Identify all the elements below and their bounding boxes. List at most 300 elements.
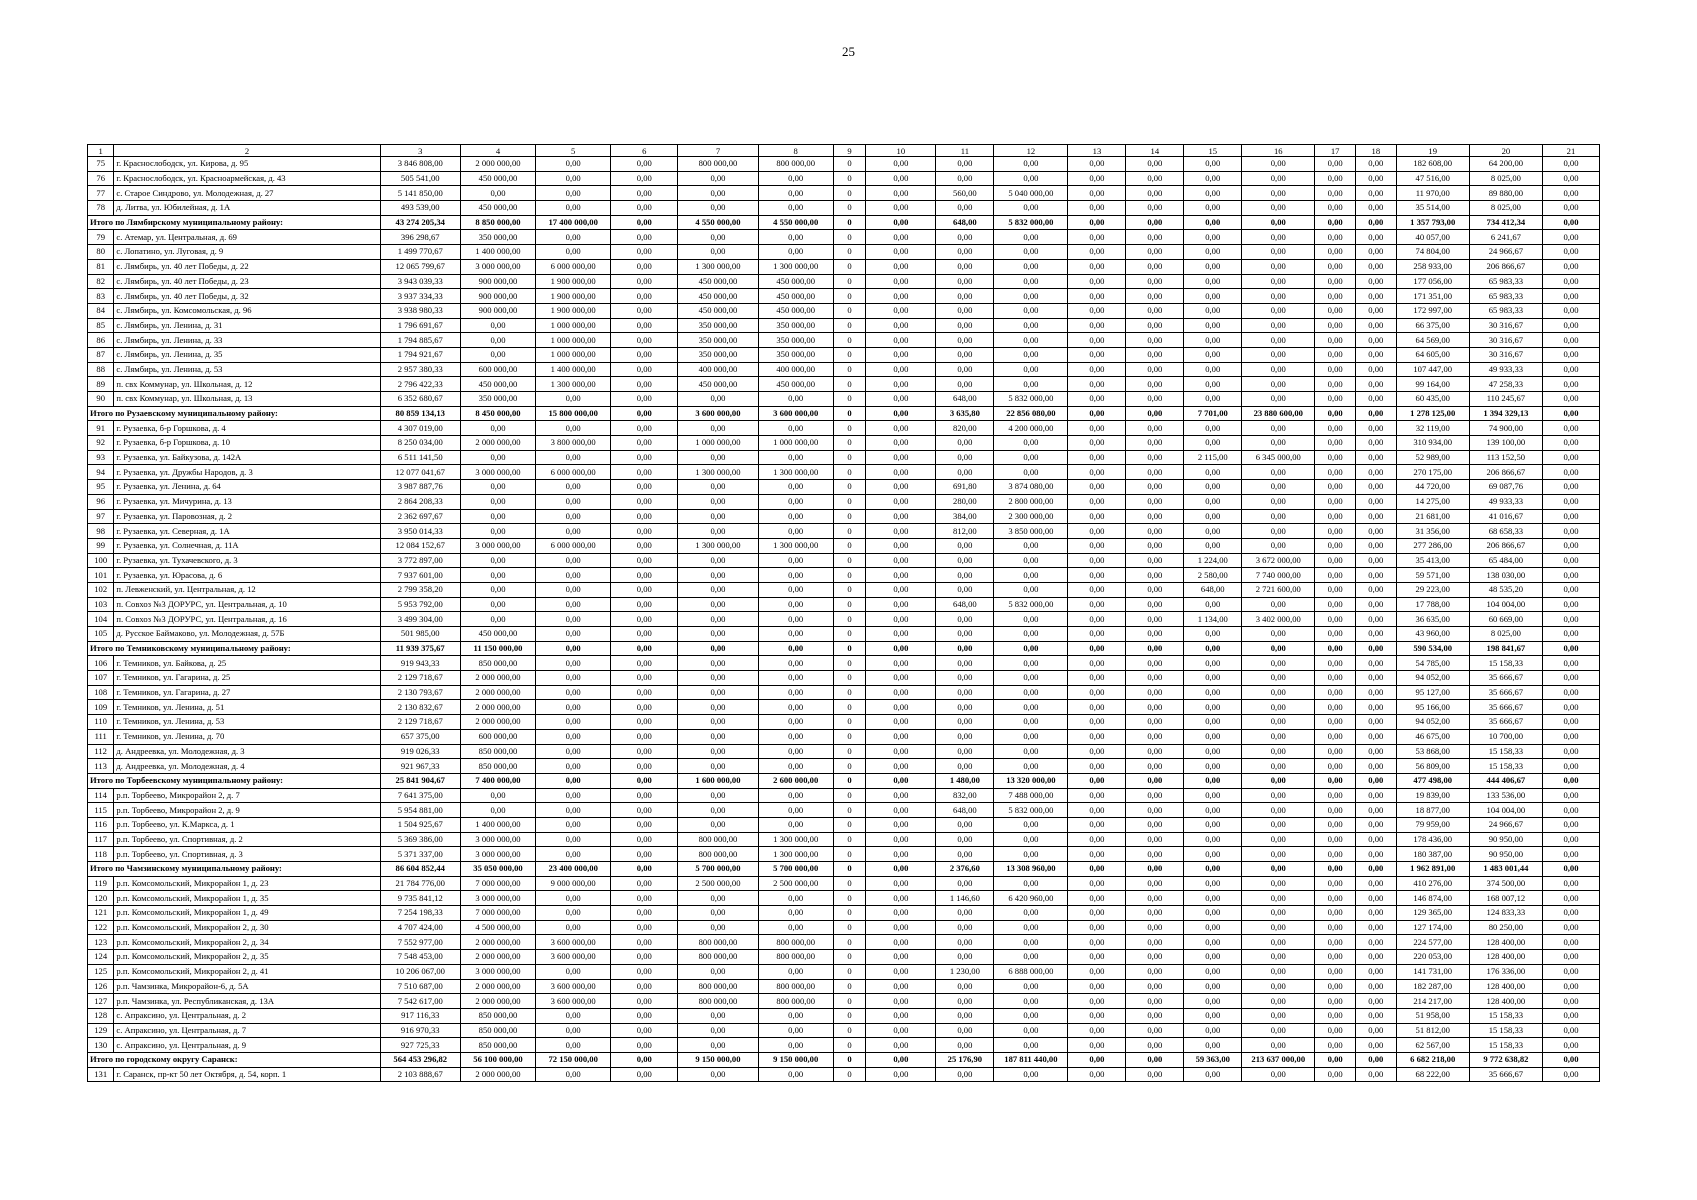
- value-cell: 0,00: [1242, 729, 1315, 744]
- value-cell: 0,00: [1126, 627, 1184, 642]
- value-cell: 450 000,00: [678, 274, 758, 289]
- value-cell: 0,00: [1542, 920, 1599, 935]
- value-cell: 0,00: [1068, 509, 1126, 524]
- value-cell: 0: [833, 906, 866, 921]
- value-cell: 0,00: [994, 245, 1068, 260]
- column-number-cell: 13: [1068, 145, 1126, 157]
- value-cell: 0,00: [1315, 979, 1356, 994]
- column-number-cell: 19: [1396, 145, 1469, 157]
- value-cell: 110 245,67: [1469, 392, 1542, 407]
- row-number: 105: [88, 627, 114, 642]
- value-cell: 35 413,00: [1396, 553, 1469, 568]
- row-number: 77: [88, 186, 114, 201]
- value-cell: 0,00: [1242, 392, 1315, 407]
- row-number: 104: [88, 612, 114, 627]
- value-cell: 0,00: [1542, 465, 1599, 480]
- subtotal-cell: 0,00: [866, 215, 936, 230]
- value-cell: 124 833,33: [1469, 906, 1542, 921]
- value-cell: 0,00: [866, 729, 936, 744]
- value-cell: 0,00: [758, 421, 833, 436]
- value-cell: 79 959,00: [1396, 817, 1469, 832]
- value-cell: 1 134,00: [1184, 612, 1242, 627]
- value-cell: 0,00: [1068, 656, 1126, 671]
- value-cell: 0: [833, 524, 866, 539]
- value-cell: 0,00: [1356, 1067, 1397, 1082]
- value-cell: 8 025,00: [1469, 201, 1542, 216]
- value-cell: 0: [833, 1038, 866, 1053]
- subtotal-cell: 6 682 218,00: [1396, 1052, 1469, 1067]
- value-cell: 0,00: [678, 1038, 758, 1053]
- value-cell: 0,00: [758, 509, 833, 524]
- subtotal-cell: 0,00: [1068, 215, 1126, 230]
- value-cell: 0,00: [936, 627, 994, 642]
- value-cell: 0,00: [1184, 480, 1242, 495]
- value-cell: 90 950,00: [1469, 847, 1542, 862]
- address-cell: г. Темников, ул. Гагарина, д. 25: [114, 671, 380, 686]
- value-cell: 0,00: [1068, 950, 1126, 965]
- value-cell: 0,00: [1356, 274, 1397, 289]
- value-cell: 0,00: [1315, 656, 1356, 671]
- value-cell: 30 316,67: [1469, 318, 1542, 333]
- value-cell: 0,00: [611, 289, 678, 304]
- value-cell: 5 832 000,00: [994, 392, 1068, 407]
- subtotal-cell: 0,00: [611, 773, 678, 788]
- value-cell: 0,00: [611, 847, 678, 862]
- value-cell: 0,00: [994, 259, 1068, 274]
- value-cell: 24 966,67: [1469, 817, 1542, 832]
- value-cell: 10 700,00: [1469, 729, 1542, 744]
- value-cell: 0,00: [678, 421, 758, 436]
- value-cell: 0,00: [1315, 480, 1356, 495]
- value-cell: 900 000,00: [460, 303, 535, 318]
- value-cell: 0,00: [1356, 480, 1397, 495]
- value-cell: 0,00: [1356, 597, 1397, 612]
- value-cell: 0,00: [1242, 950, 1315, 965]
- value-cell: 0,00: [1184, 377, 1242, 392]
- value-cell: 0,00: [1356, 920, 1397, 935]
- value-cell: 0,00: [1542, 480, 1599, 495]
- subtotal-cell: 0,00: [1126, 215, 1184, 230]
- table-row: [88, 597, 1600, 612]
- value-cell: 0,00: [611, 303, 678, 318]
- subtotal-label: Итого по Рузаевскому муниципальному району:: [88, 406, 381, 421]
- table-row: [88, 509, 1600, 524]
- value-cell: 43 960,00: [1396, 627, 1469, 642]
- value-cell: 0,00: [866, 935, 936, 950]
- table-row: [88, 612, 1600, 627]
- value-cell: 800 000,00: [678, 994, 758, 1009]
- value-cell: 0,00: [1315, 627, 1356, 642]
- value-cell: 0,00: [1356, 245, 1397, 260]
- table-row: [88, 729, 1600, 744]
- value-cell: 505 541,00: [380, 171, 460, 186]
- value-cell: 0: [833, 832, 866, 847]
- value-cell: 35 666,67: [1469, 715, 1542, 730]
- value-cell: 0,00: [1184, 832, 1242, 847]
- value-cell: 53 868,00: [1396, 744, 1469, 759]
- value-cell: 0,00: [1068, 994, 1126, 1009]
- value-cell: 0,00: [1126, 700, 1184, 715]
- address-cell: г. Темников, ул. Ленина, д. 70: [114, 729, 380, 744]
- value-cell: 0,00: [1542, 979, 1599, 994]
- value-cell: 0,00: [1184, 1008, 1242, 1023]
- value-cell: 0,00: [994, 759, 1068, 774]
- value-cell: 0,00: [866, 612, 936, 627]
- value-cell: 0,00: [1184, 1038, 1242, 1053]
- value-cell: 206 866,67: [1469, 465, 1542, 480]
- value-cell: 0,00: [994, 671, 1068, 686]
- value-cell: 0,00: [1126, 347, 1184, 362]
- value-cell: 65 983,33: [1469, 274, 1542, 289]
- row-number: 123: [88, 935, 114, 950]
- value-cell: 0,00: [1542, 289, 1599, 304]
- value-cell: 0,00: [936, 612, 994, 627]
- subtotal-cell: 0,00: [1356, 773, 1397, 788]
- value-cell: 0,00: [678, 392, 758, 407]
- value-cell: 0,00: [1184, 289, 1242, 304]
- value-cell: 0,00: [758, 524, 833, 539]
- value-cell: 1 300 000,00: [678, 465, 758, 480]
- value-cell: 1 300 000,00: [758, 538, 833, 553]
- table-row: [88, 788, 1600, 803]
- subtotal-cell: 0,00: [611, 641, 678, 656]
- subtotal-cell: 0,00: [1126, 1052, 1184, 1067]
- value-cell: 0,00: [1126, 436, 1184, 451]
- value-cell: 917 116,33: [380, 1008, 460, 1023]
- value-cell: 1 400 000,00: [460, 245, 535, 260]
- subtotal-cell: 0,00: [1184, 215, 1242, 230]
- address-cell: с. Лямбирь, ул. 40 лет Победы, д. 22: [114, 259, 380, 274]
- value-cell: 4 707 424,00: [380, 920, 460, 935]
- row-number: 102: [88, 582, 114, 597]
- address-cell: р.п. Комсомольский, Микрорайон 2, д. 34: [114, 935, 380, 950]
- value-cell: 0,00: [1542, 950, 1599, 965]
- value-cell: 0,00: [1315, 964, 1356, 979]
- subtotal-cell: 0,00: [611, 1052, 678, 1067]
- value-cell: 180 387,00: [1396, 847, 1469, 862]
- value-cell: 450 000,00: [460, 377, 535, 392]
- value-cell: 0,00: [1315, 494, 1356, 509]
- row-number: 127: [88, 994, 114, 1009]
- value-cell: 0,00: [1542, 671, 1599, 686]
- value-cell: 0,00: [1242, 157, 1315, 172]
- value-cell: 7 000 000,00: [460, 906, 535, 921]
- row-number: 106: [88, 656, 114, 671]
- address-cell: с. Лямбирь, ул. Комсомольская, д. 96: [114, 303, 380, 318]
- address-cell: г. Темников, ул. Ленина, д. 53: [114, 715, 380, 730]
- subtotal-cell: 0,00: [1184, 641, 1242, 656]
- value-cell: 8 250 034,00: [380, 436, 460, 451]
- value-cell: 310 934,00: [1396, 436, 1469, 451]
- value-cell: 0: [833, 230, 866, 245]
- table-row: [88, 876, 1600, 891]
- value-cell: 5 953 792,00: [380, 597, 460, 612]
- subtotal-cell: 590 534,00: [1396, 641, 1469, 656]
- value-cell: 0,00: [536, 421, 611, 436]
- value-cell: 51 958,00: [1396, 1008, 1469, 1023]
- value-cell: 0,00: [1356, 494, 1397, 509]
- value-cell: 0,00: [536, 906, 611, 921]
- subtotal-cell: 1 600 000,00: [678, 773, 758, 788]
- value-cell: 0,00: [536, 568, 611, 583]
- value-cell: 41 016,67: [1469, 509, 1542, 524]
- value-cell: 0,00: [936, 259, 994, 274]
- value-cell: 0,00: [1315, 582, 1356, 597]
- value-cell: 49 933,33: [1469, 362, 1542, 377]
- value-cell: 0,00: [460, 524, 535, 539]
- value-cell: 350 000,00: [758, 333, 833, 348]
- value-cell: 0,00: [994, 289, 1068, 304]
- value-cell: 0,00: [1356, 318, 1397, 333]
- value-cell: 0: [833, 171, 866, 186]
- address-cell: г. Рузаевка, ул. Паровозная, д. 2: [114, 509, 380, 524]
- value-cell: 0,00: [994, 377, 1068, 392]
- value-cell: 0,00: [611, 920, 678, 935]
- value-cell: 0,00: [994, 1067, 1068, 1082]
- value-cell: 0,00: [994, 950, 1068, 965]
- value-cell: 0,00: [1126, 303, 1184, 318]
- subtotal-cell: 0,00: [536, 773, 611, 788]
- value-cell: 0,00: [1184, 259, 1242, 274]
- value-cell: 0,00: [1068, 891, 1126, 906]
- row-number: 80: [88, 245, 114, 260]
- value-cell: 0,00: [1242, 421, 1315, 436]
- subtotal-cell: 0,00: [866, 1052, 936, 1067]
- value-cell: 0,00: [678, 171, 758, 186]
- subtotal-cell: 0,00: [1542, 641, 1599, 656]
- value-cell: 0,00: [1068, 935, 1126, 950]
- value-cell: 66 375,00: [1396, 318, 1469, 333]
- value-cell: 0,00: [1315, 1008, 1356, 1023]
- value-cell: 2 000 000,00: [460, 1067, 535, 1082]
- value-cell: 0,00: [1126, 259, 1184, 274]
- value-cell: 0,00: [1068, 274, 1126, 289]
- value-cell: 0,00: [611, 627, 678, 642]
- value-cell: 30 316,67: [1469, 347, 1542, 362]
- value-cell: 0,00: [611, 230, 678, 245]
- value-cell: 0,00: [1315, 524, 1356, 539]
- value-cell: 0: [833, 950, 866, 965]
- value-cell: 182 608,00: [1396, 157, 1469, 172]
- value-cell: 0,00: [1356, 876, 1397, 891]
- value-cell: 0,00: [1315, 994, 1356, 1009]
- value-cell: 0,00: [678, 509, 758, 524]
- value-cell: 0,00: [866, 318, 936, 333]
- value-cell: 0,00: [1315, 1038, 1356, 1053]
- table-row: [88, 979, 1600, 994]
- table-row: [88, 700, 1600, 715]
- value-cell: 0,00: [866, 656, 936, 671]
- address-cell: г. Рузаевка, ул. Юрасова, д. 6: [114, 568, 380, 583]
- value-cell: 0,00: [994, 230, 1068, 245]
- value-cell: 0,00: [1068, 685, 1126, 700]
- value-cell: 0,00: [994, 436, 1068, 451]
- value-cell: 0,00: [758, 788, 833, 803]
- value-cell: 0,00: [994, 935, 1068, 950]
- value-cell: 1 000 000,00: [536, 333, 611, 348]
- value-cell: 0,00: [1542, 627, 1599, 642]
- value-cell: 0,00: [1542, 729, 1599, 744]
- value-cell: 0,00: [1542, 1023, 1599, 1038]
- value-cell: 0,00: [936, 671, 994, 686]
- value-cell: 0,00: [866, 538, 936, 553]
- value-cell: 0,00: [1315, 817, 1356, 832]
- value-cell: 0,00: [611, 700, 678, 715]
- subtotal-cell: 0,00: [1242, 215, 1315, 230]
- value-cell: 2 000 000,00: [460, 994, 535, 1009]
- value-cell: 560,00: [936, 186, 994, 201]
- value-cell: 0,00: [1315, 157, 1356, 172]
- address-cell: р.п. Торбеево, ул. К.Маркса, д. 1: [114, 817, 380, 832]
- value-cell: 0,00: [1184, 171, 1242, 186]
- value-cell: 0,00: [460, 553, 535, 568]
- value-cell: 0,00: [611, 157, 678, 172]
- value-cell: 15 158,33: [1469, 759, 1542, 774]
- value-cell: 0,00: [1126, 597, 1184, 612]
- address-cell: с. Лопатино, ул. Луговая, д. 9: [114, 245, 380, 260]
- value-cell: 0,00: [1542, 303, 1599, 318]
- value-cell: 128 400,00: [1469, 950, 1542, 965]
- value-cell: 0: [833, 186, 866, 201]
- value-cell: 0,00: [460, 612, 535, 627]
- value-cell: 0,00: [536, 494, 611, 509]
- value-cell: 820,00: [936, 421, 994, 436]
- value-cell: 0,00: [1126, 759, 1184, 774]
- subtotal-cell: 5 832 000,00: [994, 215, 1068, 230]
- subtotal-cell: 11 150 000,00: [460, 641, 535, 656]
- value-cell: 0,00: [758, 171, 833, 186]
- value-cell: 0,00: [1068, 729, 1126, 744]
- subtotal-cell: 477 498,00: [1396, 773, 1469, 788]
- value-cell: 0,00: [936, 582, 994, 597]
- row-number: 87: [88, 347, 114, 362]
- value-cell: 0,00: [758, 700, 833, 715]
- value-cell: 5 954 881,00: [380, 803, 460, 818]
- value-cell: 0,00: [1242, 832, 1315, 847]
- value-cell: 0,00: [1315, 465, 1356, 480]
- value-cell: 0,00: [758, 1008, 833, 1023]
- value-cell: 374 500,00: [1469, 876, 1542, 891]
- value-cell: 0,00: [1126, 450, 1184, 465]
- value-cell: 0,00: [1126, 377, 1184, 392]
- value-cell: 0,00: [1315, 450, 1356, 465]
- row-number: 131: [88, 1067, 114, 1082]
- value-cell: 0,00: [994, 333, 1068, 348]
- value-cell: 0,00: [1315, 553, 1356, 568]
- value-cell: 0,00: [536, 582, 611, 597]
- value-cell: 0,00: [1356, 582, 1397, 597]
- value-cell: 400 000,00: [758, 362, 833, 377]
- subtotal-cell: 0,00: [866, 406, 936, 421]
- value-cell: 0,00: [1126, 274, 1184, 289]
- value-cell: 0,00: [994, 303, 1068, 318]
- value-cell: 31 356,00: [1396, 524, 1469, 539]
- address-cell: п. свх Коммунар, ул. Школьная, д. 12: [114, 377, 380, 392]
- table-row: [88, 759, 1600, 774]
- value-cell: 0,00: [1068, 450, 1126, 465]
- value-cell: 450 000,00: [758, 274, 833, 289]
- value-cell: 0,00: [1542, 186, 1599, 201]
- value-cell: 0,00: [460, 421, 535, 436]
- row-number: 81: [88, 259, 114, 274]
- subtotal-cell: 0,00: [994, 641, 1068, 656]
- address-cell: с. Лямбирь, ул. 40 лет Победы, д. 23: [114, 274, 380, 289]
- value-cell: 0,00: [1184, 685, 1242, 700]
- address-cell: р.п. Комсомольский, Микрорайон 1, д. 35: [114, 891, 380, 906]
- value-cell: 0: [833, 817, 866, 832]
- value-cell: 0,00: [1542, 333, 1599, 348]
- value-cell: 0,00: [866, 303, 936, 318]
- value-cell: 0,00: [1126, 685, 1184, 700]
- value-cell: 0,00: [678, 245, 758, 260]
- column-number-cell: 9: [833, 145, 866, 157]
- table-row: [88, 950, 1600, 965]
- value-cell: 68 658,33: [1469, 524, 1542, 539]
- value-cell: 0,00: [936, 817, 994, 832]
- row-number: 114: [88, 788, 114, 803]
- value-cell: 0,00: [1315, 950, 1356, 965]
- value-cell: 220 053,00: [1396, 950, 1469, 965]
- value-cell: 0,00: [1242, 744, 1315, 759]
- value-cell: 0,00: [536, 715, 611, 730]
- value-cell: 0,00: [1068, 201, 1126, 216]
- value-cell: 0,00: [1356, 612, 1397, 627]
- value-cell: 104 004,00: [1469, 803, 1542, 818]
- value-cell: 850 000,00: [460, 744, 535, 759]
- value-cell: 3 000 000,00: [460, 891, 535, 906]
- address-cell: р.п. Торбеево, Микрорайон 2, д. 9: [114, 803, 380, 818]
- value-cell: 1 000 000,00: [678, 436, 758, 451]
- address-cell: п. Левженский, ул. Центральная, д. 12: [114, 582, 380, 597]
- value-cell: 0,00: [936, 347, 994, 362]
- subtotal-cell: 213 637 000,00: [1242, 1052, 1315, 1067]
- value-cell: 0: [833, 201, 866, 216]
- value-cell: 0,00: [1068, 538, 1126, 553]
- value-cell: 178 436,00: [1396, 832, 1469, 847]
- value-cell: 0,00: [866, 788, 936, 803]
- value-cell: 0,00: [460, 568, 535, 583]
- value-cell: 54 785,00: [1396, 656, 1469, 671]
- value-cell: 0,00: [936, 715, 994, 730]
- table-row: [88, 847, 1600, 862]
- value-cell: 0,00: [866, 715, 936, 730]
- value-cell: 0,00: [611, 318, 678, 333]
- value-cell: 0,00: [1356, 1023, 1397, 1038]
- value-cell: 0,00: [936, 201, 994, 216]
- value-cell: 5 369 386,00: [380, 832, 460, 847]
- value-cell: 0,00: [994, 876, 1068, 891]
- value-cell: 0,00: [758, 817, 833, 832]
- value-cell: 0: [833, 1023, 866, 1038]
- value-cell: 800 000,00: [678, 847, 758, 862]
- subtotal-cell: 0,00: [866, 773, 936, 788]
- address-cell: г. Рузаевка, ул. Байкузова, д. 142А: [114, 450, 380, 465]
- value-cell: 0: [833, 788, 866, 803]
- subtotal-cell: 198 841,67: [1469, 641, 1542, 656]
- value-cell: 0,00: [994, 979, 1068, 994]
- value-cell: 62 567,00: [1396, 1038, 1469, 1053]
- value-cell: 0,00: [1242, 891, 1315, 906]
- value-cell: 0,00: [866, 1038, 936, 1053]
- subtotal-row: [88, 215, 1600, 230]
- value-cell: 0,00: [758, 230, 833, 245]
- subtotal-cell: 0,00: [1068, 773, 1126, 788]
- value-cell: 450 000,00: [758, 377, 833, 392]
- value-cell: 0,00: [936, 847, 994, 862]
- value-cell: 0,00: [678, 201, 758, 216]
- value-cell: 0: [833, 436, 866, 451]
- value-cell: 0: [833, 964, 866, 979]
